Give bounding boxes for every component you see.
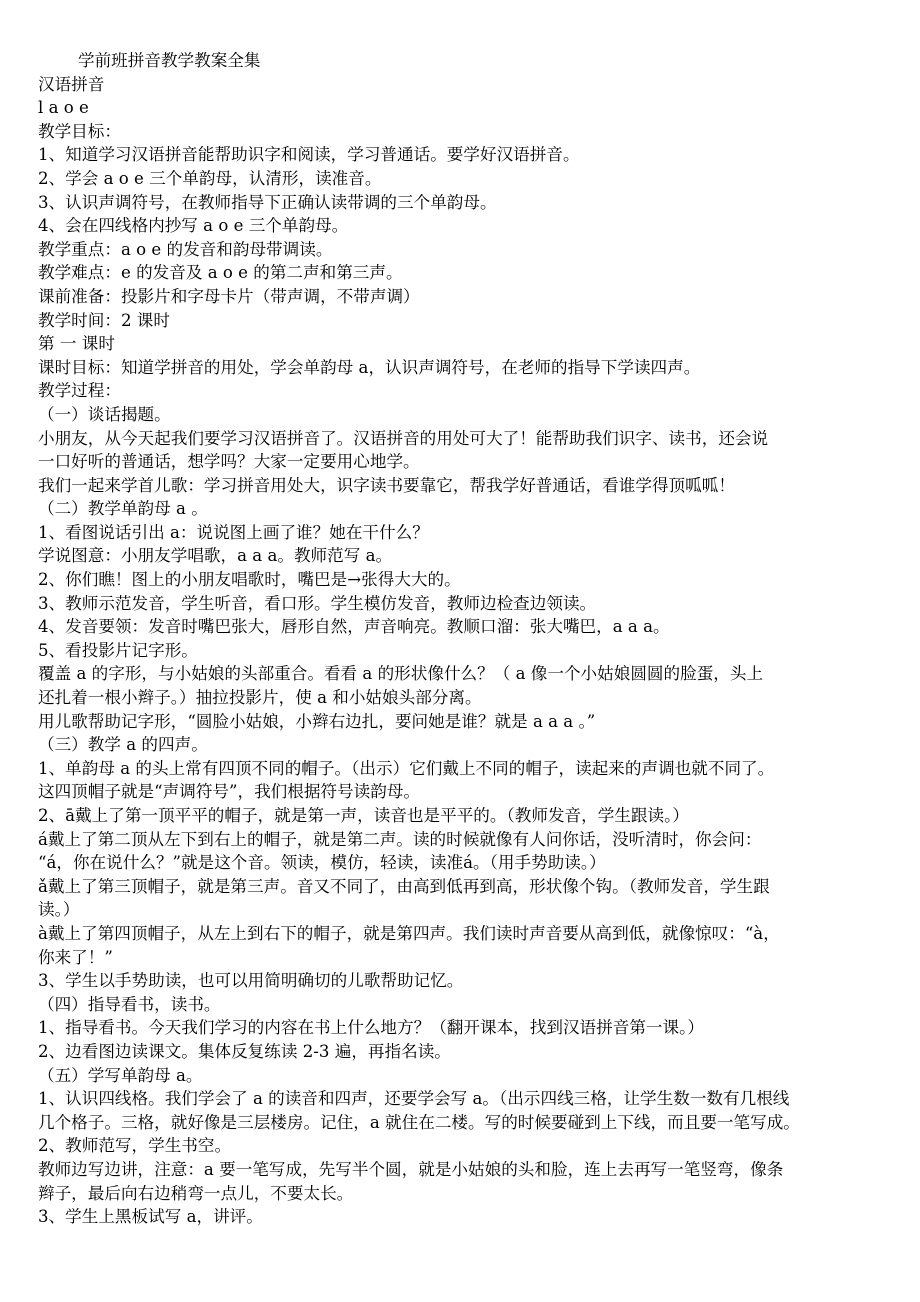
text-line: 3、学生以手势助读，也可以用简明确切的儿歌帮助记忆。 bbox=[38, 971, 464, 991]
text-line: 课时目标：知道学拼音的用处，学会单韵母 a，认识声调符号，在老师的指导下学读四声。 bbox=[38, 357, 701, 377]
text-line: （二）教学单韵母 a 。 bbox=[38, 499, 208, 519]
text-line: 一口好听的普通话，想学吗？大家一定要用心地学。 bbox=[38, 452, 420, 472]
text-line: （五）学写单韵母 a。 bbox=[38, 1065, 203, 1085]
text-line: l a o e bbox=[38, 98, 89, 118]
text-line: 2、你们瞧！图上的小朋友唱歌时，嘴巴是→张得大大的。 bbox=[38, 570, 461, 590]
text-line: 课前准备：投影片和字母卡片（带声调，不带声调） bbox=[38, 286, 420, 306]
text-line: 1、认识四线格。我们学会了 a 的读音和四声，还要学会写 a。（出示四线三格，让学生数一数有几根线 bbox=[38, 1089, 790, 1109]
document-title: 学前班拼音教学教案全集 bbox=[78, 51, 261, 70]
text-line: 这四顶帽子就是“声调符号”，我们根据符号读韵母。 bbox=[38, 782, 421, 802]
text-line: 1、指导看书。今天我们学习的内容在书上什么地方？（翻开课本，找到汉语拼音第一课。） bbox=[38, 1018, 705, 1038]
text-line: 1、单韵母 a 的头上常有四顶不同的帽子。（出示）它们戴上不同的帽子，读起来的声调也就不同了。 bbox=[38, 758, 775, 778]
text-line: 覆盖 a 的字形，与小姑娘的头部重合。看看 a 的形状像什么？（ a 像一个小姑娘圆圆的脸蛋，头上 bbox=[38, 664, 764, 684]
text-line: ǎ戴上了第三顶帽子，就是第三声。音又不同了，由高到低再到高，形状像个钩。（教师发音，学生跟 bbox=[38, 876, 770, 896]
text-line: 2、教师范写，学生书空。 bbox=[38, 1136, 232, 1156]
text-line: 教学目标： bbox=[38, 121, 121, 141]
text-line: 1、看图说话引出 a：说说图上画了谁？她在干什么？ bbox=[38, 522, 429, 542]
text-line: 我们一起来学首儿歌：学习拼音用处大，识字读书要靠它，帮我学好普通话，看谁学得顶呱呱！ bbox=[38, 475, 735, 495]
text-line: 学说图意：小朋友学唱歌，a a a。教师范写 a。 bbox=[38, 546, 393, 566]
text-line: （四）指导看书，读书。 bbox=[38, 994, 221, 1014]
document-body bbox=[38, 73, 868, 1229]
text-line: 2、ā戴上了第一顶平平的帽子，就是第一声，读音也是平平的。（教师发音，学生跟读。） bbox=[38, 806, 690, 825]
text-line: 小朋友，从今天起我们要学习汉语拼音了。汉语拼音的用处可大了！能帮助我们识字、读书，还会说 bbox=[38, 428, 769, 448]
text-line: 教学难点：e 的发音及 a o e 的第二声和第三声。 bbox=[38, 263, 403, 283]
text-line: 3、教师示范发音，学生听音，看口形。学生模仿发音，教师边检查边领读。 bbox=[38, 593, 597, 613]
text-line: 4、会在四线格内抄写 a o e 三个单韵母。 bbox=[38, 216, 349, 236]
text-line: á戴上了第二顶从左下到右上的帽子，就是第二声。读的时候就像有人问你话，没听清时，你会问： bbox=[38, 829, 762, 849]
text-line: 2、边看图边读课文。集体反复练读 2-3 遍，再指名读。 bbox=[38, 1041, 451, 1061]
text-line: 5、看投影片记字形。 bbox=[38, 640, 198, 660]
document-page bbox=[38, 49, 868, 1229]
text-line: 3、学生上黑板试写 a，讲评。 bbox=[38, 1207, 263, 1227]
text-line: 3、认识声调符号，在教师指导下正确认读带调的三个单韵母。 bbox=[38, 192, 497, 212]
text-line: 第 一 课时 bbox=[38, 334, 115, 354]
text-line: 辫子，最后向右边稍弯一点儿，不要太长。 bbox=[38, 1183, 354, 1203]
text-line: 用儿歌帮助记字形，“圆脸小姑娘，小辫右边扎，要问她是谁？就是 a a a 。” bbox=[38, 711, 596, 731]
text-line: 教学重点：a o e 的发音和韵母带调读。 bbox=[38, 239, 333, 259]
text-line: 几个格子。三格，就好像是三层楼房。记住，a 就住在二楼。写的时候要碰到上下线，而且要一笔写成。 bbox=[38, 1112, 800, 1132]
text-line: 2、学会 a o e 三个单韵母，认清形，读准音。 bbox=[38, 168, 382, 188]
text-line: （三）教学 a 的四声。 bbox=[38, 735, 208, 755]
text-line: “á，你在说什么？”就是这个音。领读，模仿，轻读，读准á。（用手势助读。） bbox=[38, 853, 606, 873]
text-line: à戴上了第四顶帽子，从左上到右下的帽子，就是第四声。我们读时声音要从高到低，就像惊叹：“à， bbox=[38, 923, 780, 943]
text-line: 教师边写边讲，注意：a 要一笔写成，先写半个圆，就是小姑娘的头和脸，连上去再写一笔竖弯，像条 bbox=[38, 1159, 784, 1179]
text-line: 教学过程： bbox=[38, 381, 121, 401]
text-line: 教学时间：2 课时 bbox=[38, 310, 170, 330]
text-line: 4、发音要领：发音时嘴巴张大，唇形自然，声音响亮。教顺口溜：张大嘴巴，a a a。 bbox=[38, 617, 670, 637]
text-line: 还扎着一根小辫子。）抽拉投影片，使 a 和小姑娘头部分离。 bbox=[38, 688, 482, 708]
text-line: （一）谈话揭题。 bbox=[38, 404, 171, 424]
text-line: 你来了！” bbox=[38, 947, 113, 967]
text-line: 1、知道学习汉语拼音能帮助识字和阅读，学习普通话。要学好汉语拼音。 bbox=[38, 145, 580, 165]
text-line: 汉语拼音 bbox=[38, 74, 105, 94]
text-line: 读。） bbox=[38, 900, 80, 920]
